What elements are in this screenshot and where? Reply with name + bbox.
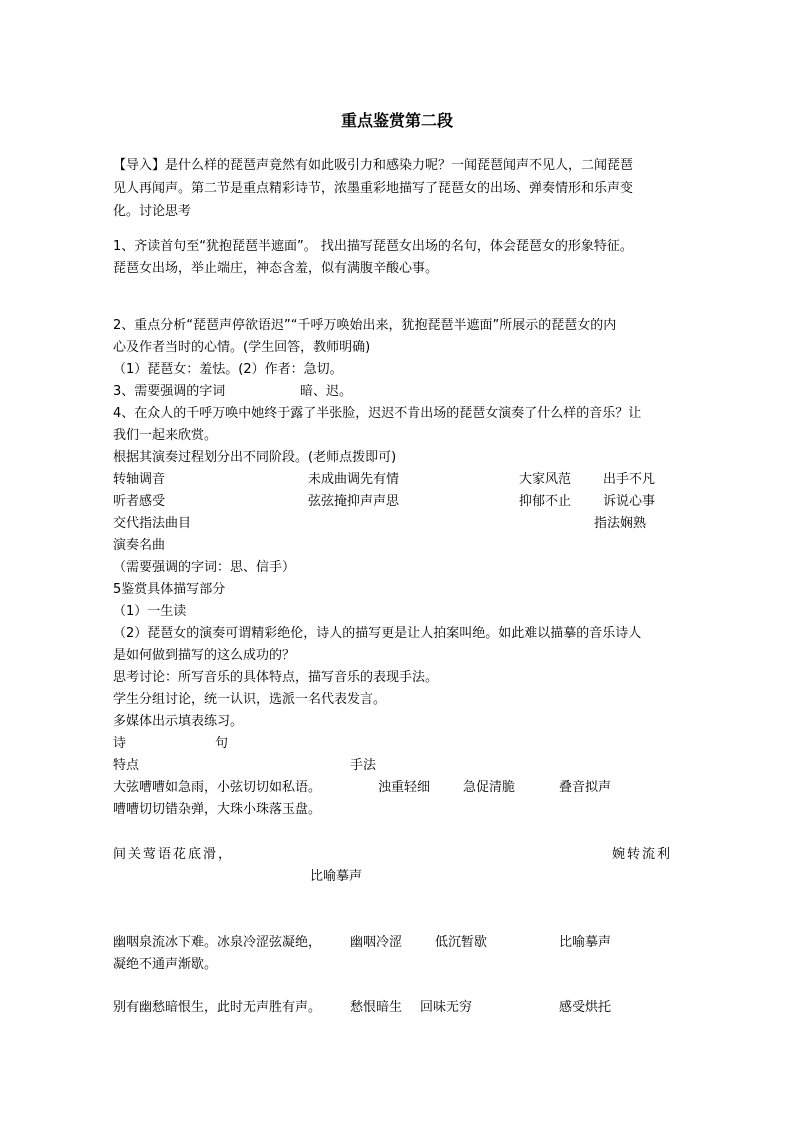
table-row-2-line-1: 间关莺语花底滑， [113,847,234,862]
table-row-3-method: 比喻摹声 [559,935,612,950]
q4-line-3: 根据其演奏过程划分出不同阶段。(老师点拨即可) [113,450,397,465]
q5-step-1: （1）一生读 [113,604,187,619]
stage-quality: 诉说心事 [603,494,656,509]
table-row-2-method: 比喻摹声 [310,869,363,884]
table-header-feature: 特点 [113,758,140,773]
q5-media: 多媒体出示填表练习。 [113,714,244,729]
table-row-3-line-1: 幽咽泉流冰下难。冰泉冷涩弦凝绝， [113,935,322,950]
table-header-sentence: 句 [215,736,229,751]
stage-label: 听者感受 [113,494,166,509]
q3-label: 3、需要强调的字词 [113,384,226,399]
table-row-4-method: 感受烘托 [559,1000,612,1015]
stage-quality: 出手不凡 [603,472,656,487]
table-row-1-feature-2: 急促清脆 [463,780,516,795]
q2-line-1: 2、重点分析“琵琶声停欲语迟”“千呼万唤始出来，犹抱琵琶半遮面”所展示的琵琶女的内 [113,318,617,333]
table-row-1-line-2: 嘈嘈切切错杂弹，大珠小珠落玉盘。 [113,802,322,817]
intro-line-1: 【导入】是什么样的琵琶声竟然有如此吸引力和感染力呢？一闻琵琶闻声不见人，二闻琵琶 [113,158,634,173]
stage-note: （需要强调的字词：思、信手） [113,560,296,575]
q2-line-2: 心及作者当时的心情。(学生回答，教师明确) [113,340,371,355]
q5-step-2-line-2: 是如何做到描写的这么成功的？ [113,648,296,663]
table-row-3-feature-1: 幽咽冷涩 [350,935,403,950]
q4-line-2: 我们一起来欣赏。 [113,428,218,443]
stage-quality: 抑郁不止 [519,494,572,509]
stage-description: 未成曲调先有情 [308,472,400,487]
q2-line-3: （1）琵琶女：羞怯。(2）作者：急切。 [113,362,343,377]
q5-heading: 5鉴赏具体描写部分 [113,582,226,597]
table-header-method: 手法 [350,758,377,773]
q1-line-1: 1、齐读首句至“犹抱琵琶半遮面”。 找出描写琵琶女出场的名句，体会琵琶女的形象特征。 [113,239,633,254]
stage-quality: 大家风范 [519,472,572,487]
table-row-1-method: 叠音拟声 [559,780,612,795]
table-header-poem: 诗 [113,736,127,751]
stage-label: 转轴调音 [113,472,166,487]
table-row-3-feature-2: 低沉暂歇 [435,935,488,950]
q5-think: 思考讨论：所写音乐的具体特点，描写音乐的表现手法。 [113,670,439,685]
stage-description: 弦弦掩抑声声思 [308,494,400,509]
q5-step-2-line-1: （2）琵琶女的演奏可谓精彩绝伦，诗人的描写更是让人拍案叫绝。如此难以描摹的音乐诗人 [113,626,642,641]
q4-line-1: 4、在众人的千呼万唤中她终于露了半张脸，迟迟不肯出场的琵琶女演奏了什么样的音乐？让 [113,406,642,421]
table-row-4-line-1: 别有幽愁暗恨生，此时无声胜有声。 [113,1000,322,1015]
page-title: 重点鉴赏第二段 [340,111,453,130]
table-row-1-feature-1: 浊重轻细 [378,780,431,795]
table-row-4-feature-2: 回味无穷 [420,1000,473,1015]
table-row-2-feature: 婉转流利 [612,847,673,862]
stage-quality: 指法娴熟 [594,516,647,531]
stage-label: 交代指法曲目 [113,516,192,531]
stage-label: 演奏名曲 [113,538,166,553]
intro-line-2: 见人再闻声。第二节是重点精彩诗节，浓墨重彩地描写了琵琶女的出场、弹奏情形和乐声变 [113,181,634,196]
table-row-1-line-1: 大弦嘈嘈如急雨，小弦切切如私语。 [113,780,322,795]
intro-line-3: 化。讨论思考 [113,204,192,219]
q1-line-2: 琵琶女出场，举止端庄，神态含羞，似有满腹辛酸心事。 [113,261,439,276]
table-row-3-line-2: 凝绝不通声渐歇。 [113,957,218,972]
table-row-4-feature-1: 愁恨暗生 [350,1000,403,1015]
q3-value: 暗、迟。 [300,384,353,399]
q5-group: 学生分组讨论，统一认识，选派一名代表发言。 [113,692,387,707]
